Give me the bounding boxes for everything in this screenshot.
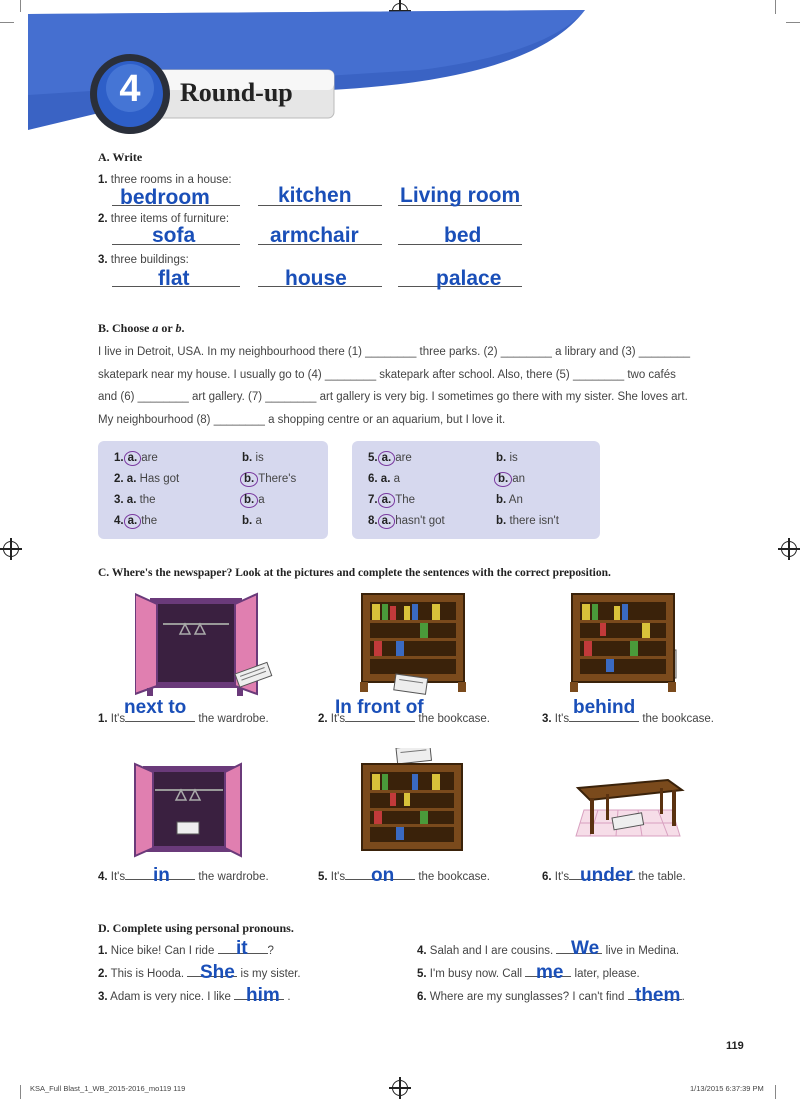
answer-text: in: [153, 865, 170, 886]
item-number: 1.: [98, 945, 108, 957]
answer-text: house: [285, 267, 347, 290]
option-5a: [368, 451, 412, 466]
option-text: a: [393, 473, 400, 485]
caption-pre: It's: [554, 871, 570, 883]
paragraph-line: My neighbourhood (8) ________ a shopping centre or an aquarium, but I love it.: [98, 414, 506, 426]
wardrobe-picture: [135, 590, 285, 700]
option-2b: [240, 472, 296, 487]
caption-post: the wardrobe.: [198, 713, 269, 725]
caption-post: the table.: [638, 871, 686, 883]
print-slug-right: 1/13/2015 6:37:39 PM: [690, 1084, 764, 1093]
choice-circle: a.: [124, 451, 142, 466]
answer-text: them: [635, 985, 681, 1006]
section-a-title: A. Write: [98, 150, 143, 164]
crop-mark: [20, 1085, 21, 1099]
option-7a: [368, 493, 415, 508]
registration-mark-icon: [392, 1080, 408, 1096]
option-number: 2.: [114, 473, 124, 485]
unit-number: 4: [119, 68, 141, 110]
bookcase-picture: [360, 592, 470, 697]
section-a-item-1: [98, 174, 232, 186]
option-number: 7.: [368, 494, 378, 506]
registration-mark-icon: [3, 541, 19, 557]
option-text: Has got: [139, 473, 180, 485]
caption-pre: It's: [330, 713, 346, 725]
answer-text: In front of: [335, 697, 424, 718]
print-slug-left: KSA_Full Blast_1_WB_2015-2016_mo119 119: [30, 1084, 186, 1093]
bookcase-picture: [360, 748, 465, 863]
option-number: 1.: [114, 452, 124, 464]
answer-text: bedroom: [120, 186, 210, 209]
answer-text: on: [371, 865, 395, 886]
sentence-pre: This is Hooda.: [110, 968, 185, 980]
caption-post: the bookcase.: [418, 713, 490, 725]
option-2a: 2. a. Has got: [114, 473, 180, 485]
sentence-post: is my sister.: [240, 968, 301, 980]
page-number: 119: [726, 1040, 744, 1052]
choice-circle: b.: [240, 493, 258, 508]
section-a-item-3: [98, 254, 189, 266]
section-c-title: C. Where's the newspaper? Look at the pictures and complete the sentences with the correct preposition.: [98, 567, 611, 579]
option-text: An: [508, 494, 523, 506]
caption-c4: [98, 871, 269, 883]
item-number: 3.: [98, 254, 108, 266]
sentence-pre: Where are my sunglasses? I can't find: [429, 991, 625, 1003]
item-number: 5.: [318, 871, 328, 883]
answer-text: Living room: [400, 184, 521, 207]
choice-circle: b.: [494, 472, 512, 487]
option-text: there isn't: [509, 515, 559, 527]
option-4b: b. a: [242, 515, 262, 527]
item-number: 2.: [318, 713, 328, 725]
item-number: 6.: [417, 991, 427, 1003]
option-1b: b. is: [242, 452, 264, 464]
title-option: b: [175, 321, 182, 335]
item-number: 1.: [98, 174, 108, 186]
item-number: 3.: [542, 713, 552, 725]
title-text: or: [158, 321, 176, 335]
sentence-post: .: [287, 991, 291, 1003]
answer-text: him: [246, 985, 280, 1006]
answer-text: behind: [573, 697, 636, 718]
item-number: 1.: [98, 713, 108, 725]
option-text: The: [395, 494, 416, 506]
item-number: 2.: [98, 213, 108, 225]
section-d-title: D. Complete using personal pronouns.: [98, 921, 294, 935]
paragraph-line: I live in Detroit, USA. In my neighbourhood there (1) ________ three parks. (2) ________ a library and (3) ________: [98, 346, 690, 358]
option-5b: b. is: [496, 452, 518, 464]
answer-text: flat: [158, 267, 190, 290]
item-prompt: three items of furniture:: [110, 213, 230, 225]
option-1a: [114, 451, 158, 466]
title-option: a: [152, 321, 159, 335]
item-number: 4.: [417, 945, 427, 957]
option-text: is: [509, 452, 518, 464]
pronoun-item-5: [417, 968, 640, 980]
option-number: 3.: [114, 494, 124, 506]
item-number: 6.: [542, 871, 552, 883]
caption-pre: It's: [110, 713, 126, 725]
answer-text: armchair: [270, 224, 359, 247]
sentence-post: live in Medina.: [605, 945, 680, 957]
option-text: a: [258, 494, 265, 506]
title-text: B. Choose: [98, 321, 153, 335]
option-number: 6.: [368, 473, 378, 485]
answer-text: sofa: [152, 224, 196, 247]
option-text: the: [141, 515, 158, 527]
item-number: 3.: [98, 991, 108, 1003]
caption-c5: [318, 871, 490, 883]
item-number: 5.: [417, 968, 427, 980]
option-text: is: [255, 452, 264, 464]
choice-circle: a.: [124, 514, 142, 529]
choice-circle: a.: [378, 514, 396, 529]
caption-pre: It's: [554, 713, 570, 725]
answer-text: palace: [436, 267, 502, 290]
option-3b: [240, 493, 265, 508]
answer-text: next to: [124, 697, 187, 718]
item-prompt: three buildings:: [110, 254, 189, 266]
option-text: the: [139, 494, 156, 506]
sentence-pre: Nice bike! Can I ride: [110, 945, 215, 957]
item-number: 2.: [98, 968, 108, 980]
paragraph-line: and (6) ________ art gallery. (7) ________ art gallery is very big. I sometimes go there with my sister. She loves art.: [98, 391, 688, 403]
option-text: hasn't got: [395, 515, 445, 527]
sentence-pre: Salah and I are cousins.: [429, 945, 554, 957]
crop-mark: [775, 1085, 776, 1099]
option-3a: 3. a. the: [114, 494, 156, 506]
answer-text: it: [236, 938, 248, 959]
caption-pre: It's: [110, 871, 126, 883]
sentence-pre: I'm busy now. Call: [429, 968, 523, 980]
sentence-pre: Adam is very nice. I like: [110, 991, 231, 1003]
option-number: 5.: [368, 452, 378, 464]
item-number: 4.: [98, 871, 108, 883]
option-7b: b. An: [496, 494, 523, 506]
answer-text: me: [536, 962, 564, 983]
answer-text: We: [571, 938, 600, 959]
page-title: Round-up: [180, 78, 293, 107]
bookcase-picture: [570, 592, 685, 697]
registration-mark-icon: [781, 541, 797, 557]
option-text: There's: [258, 473, 297, 485]
option-6a: 6. a. a: [368, 473, 400, 485]
option-8b: b. there isn't: [496, 515, 559, 527]
option-text: are: [141, 452, 158, 464]
choice-circle: a.: [378, 493, 396, 508]
caption-pre: It's: [330, 871, 346, 883]
sentence-post: .: [681, 991, 685, 1003]
option-8a: [368, 514, 445, 529]
answer-text: kitchen: [278, 184, 352, 207]
answer-text: under: [580, 865, 633, 886]
answer-text: bed: [444, 224, 482, 247]
option-text: an: [512, 473, 526, 485]
sentence-post: later, please.: [574, 968, 640, 980]
caption-post: the wardrobe.: [198, 871, 269, 883]
item-prompt: three rooms in a house:: [110, 174, 232, 186]
title-text: .: [181, 321, 185, 335]
option-number: 4.: [114, 515, 124, 527]
caption-post: the bookcase.: [642, 713, 714, 725]
choice-circle: a.: [378, 451, 396, 466]
sentence-post: ?: [267, 945, 274, 957]
option-text: are: [395, 452, 412, 464]
answer-text: She: [200, 962, 235, 983]
caption-post: the bookcase.: [418, 871, 490, 883]
option-4a: [114, 514, 157, 529]
option-text: a: [255, 515, 262, 527]
table-picture: [568, 770, 688, 850]
choice-circle: b.: [240, 472, 258, 487]
paragraph-line: skatepark near my house. I usually go to (4) ________ skatepark after school. Also, there (5) ________ two cafés: [98, 369, 676, 381]
pronoun-item-4: [417, 945, 679, 957]
wardrobe-picture: [133, 760, 243, 860]
option-6b: [494, 472, 525, 487]
option-number: 8.: [368, 515, 378, 527]
section-b-title: [98, 321, 184, 336]
